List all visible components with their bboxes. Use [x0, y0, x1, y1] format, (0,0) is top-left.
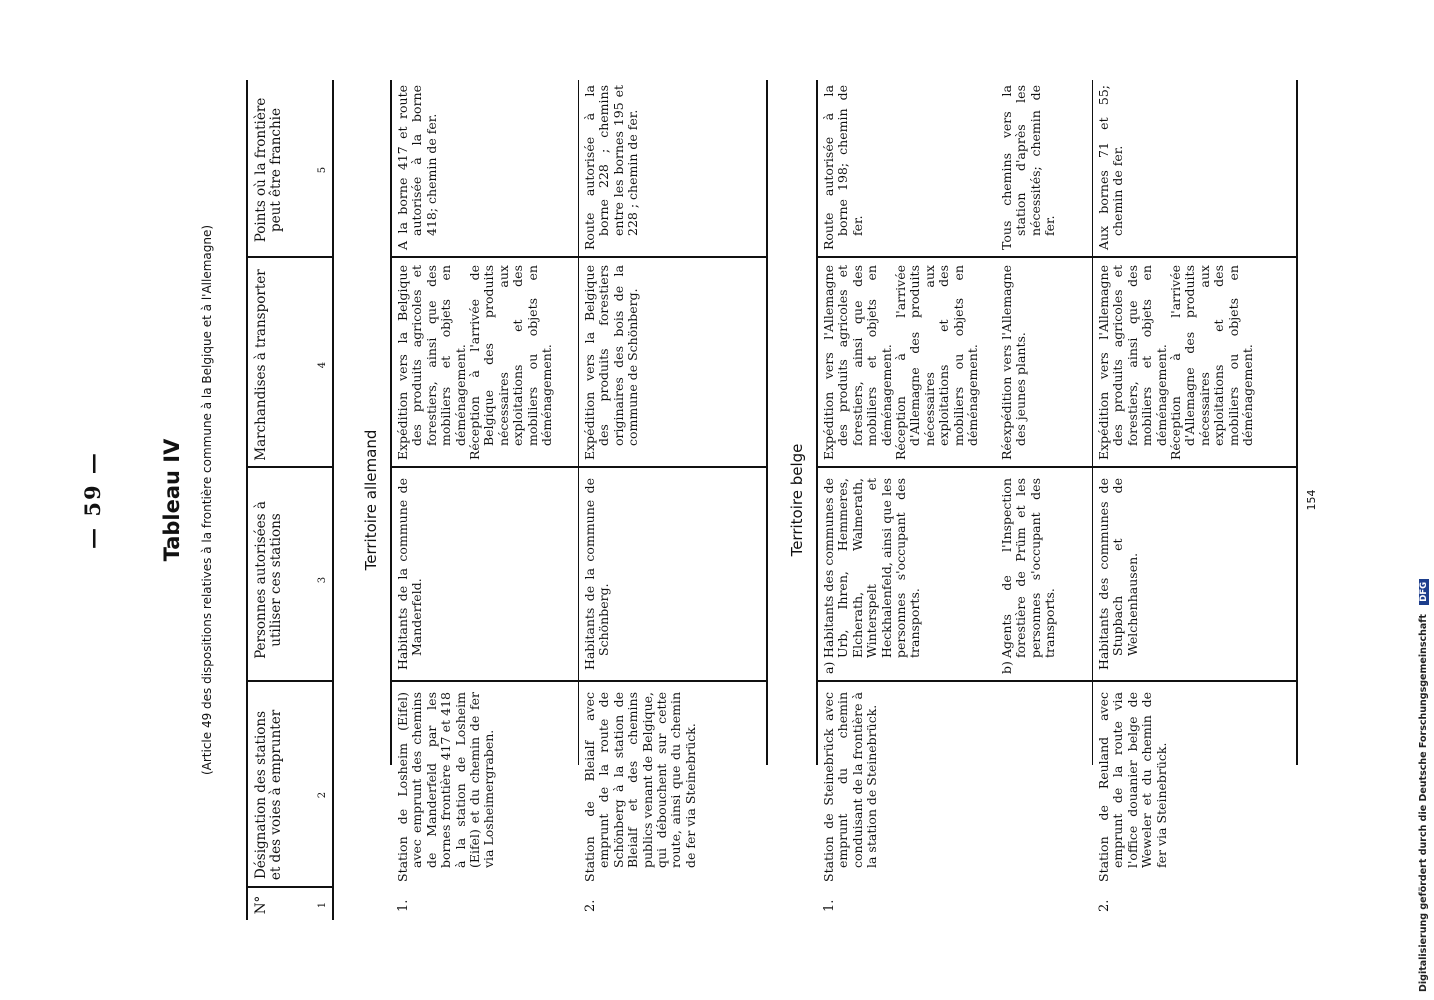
row-designation: Station de Reuland avec emprunt de la route via l'office douanier belge de Weweler et du chemin de fer via Steinebrück.	[1096, 692, 1169, 882]
footer-code: 154	[1305, 489, 1318, 511]
row-number: 1.	[822, 899, 837, 912]
digitisation-note	[1418, 579, 1429, 992]
row-points-a: Route autorisée à la borne 198; chemin de fer.	[821, 85, 865, 250]
header-bottom-rule	[332, 80, 334, 920]
table-subtitle: (Article 49 des dispositions relatives à la frontière commune à la Belgique et à l'Allemagne)	[200, 224, 214, 776]
row-number: 2.	[1097, 899, 1112, 912]
row-marchandises: Expédition vers l'Allemagne des produits agricoles et forestiers, ainsi que des mobiliers et objets en déménagement. Réception à l'arrivée d'Allemagne des produits nécessaires aux exploitations et des mobiliers ou objets en déménagement.	[1096, 265, 1256, 460]
row-designation: Station de Steinebrück avec emprunt du chemin conduisant de la frontière à la station de Steinebrück.	[821, 692, 880, 882]
row-points-b: Tous chemins vers la station d'après les nécessités; chemin de fer.	[999, 85, 1058, 250]
row-number: 1.	[396, 899, 411, 912]
hdr-sep-3	[248, 466, 332, 468]
row-designation: Station de Bleialf avec emprunt de la route de Schönberg à la station de Bleialf et des chemins publics venant de Belgique, qui débouchent sur cette route, ainsi que du chemin de fer via Steinebrück.	[582, 692, 698, 882]
dfg-logo: DFG	[1419, 579, 1429, 605]
row-personnes: Habitants de la commune de Manderfeld.	[395, 478, 425, 670]
section-b-bottom-rule	[1296, 80, 1298, 765]
header-col-points: Points où la frontière peut être franchie 5	[253, 97, 328, 243]
row-designation: Station de Losheim (Eifel) avec emprunt des chemins de Manderfeld par les bornes frontière 417 et 418 à la station de Losheim (Eifel) et du chemin de fer via Losheimergraben.	[395, 692, 497, 882]
row-separator	[578, 80, 579, 765]
table-title: Tableau IV	[160, 438, 184, 562]
row-personnes: Habitants de la commune de Schönberg.	[582, 478, 612, 670]
row-personnes-a: a) Habitants des communes de Urb, Ihren, Hemmeres, Elcherath, Walmerath, Winterspelt et Heckhalenfeld, ainsi que les personnes s'occupant des transports.	[821, 478, 923, 674]
sep-a-1	[390, 680, 766, 682]
sep-b-1	[816, 680, 1296, 682]
header-col-designation: Désignation des stations et des voies à emprunter 2	[253, 709, 328, 881]
row-marchandises-b: Réexpédition vers l'Allemagne des jeunes plants.	[999, 265, 1029, 460]
sep-b-3	[816, 256, 1296, 258]
row-separator	[1092, 80, 1093, 765]
digitisation-text: Digitalisierung gefördert durch die Deutsche Forschungsgemeinschaft	[1418, 614, 1429, 992]
page-number: — 59 —	[80, 451, 105, 549]
row-points: Aux bornes 71 et 55; chemin de fer.	[1096, 85, 1126, 250]
header-col-no: N° 1	[253, 895, 328, 915]
sep-a-2	[390, 466, 766, 468]
hdr-sep-4	[248, 256, 332, 258]
section-a-bottom-rule	[766, 80, 768, 765]
hdr-sep-1	[248, 886, 332, 888]
row-personnes: Habitants des communes de Stupbach et de Welchenhausen.	[1096, 478, 1140, 670]
header-row	[248, 0, 332, 1000]
section-a-top-rule	[390, 80, 392, 765]
row-number: 2.	[583, 899, 598, 912]
row-marchandises-a: Expédition vers l'Allemagne des produits agricoles et forestiers, ainsi que des mobiliers et objets en déménagement. Réception à l'arrivée d'Allemagne des produits nécessaires aux exploitations et des mobiliers ou objets en déménagement.	[821, 265, 981, 460]
section-b-top-rule	[816, 80, 818, 765]
sep-b-2	[816, 466, 1296, 468]
section-title-allemand: Territoire allemand	[362, 429, 380, 571]
row-points: A la borne 417 et route autorisée à la borne 418; chemin de fer.	[395, 85, 439, 250]
sep-a-3	[390, 256, 766, 258]
header-col-personnes: Personnes autorisées à utiliser ces stations 3	[253, 501, 328, 659]
row-points: Route autorisée à la borne 228 ; chemins entre les bornes 195 et 228 ; chemin de fer.	[582, 85, 641, 250]
hdr-sep-2	[248, 680, 332, 682]
section-title-belge: Territoire belge	[788, 443, 806, 557]
row-personnes-b: b) Agents de l'Inspection forestière de Prüm et les personnes s'occupant des transports.	[999, 478, 1058, 674]
row-marchandises: Expédition vers la Belgique des produits forestiers originaires des bois de la commune de Schönberg.	[582, 265, 641, 460]
header-col-marchandises: Marchandises à transporter 4	[253, 269, 328, 461]
row-marchandises: Expédition vers la Belgique des produits agricoles et forestiers, ainsi que des mobiliers et objets en déménagement. Réception à l'arrivée de Belgique des produits nécessaires aux exploitations et des mobiliers ou objets en déménagement.	[395, 265, 555, 460]
